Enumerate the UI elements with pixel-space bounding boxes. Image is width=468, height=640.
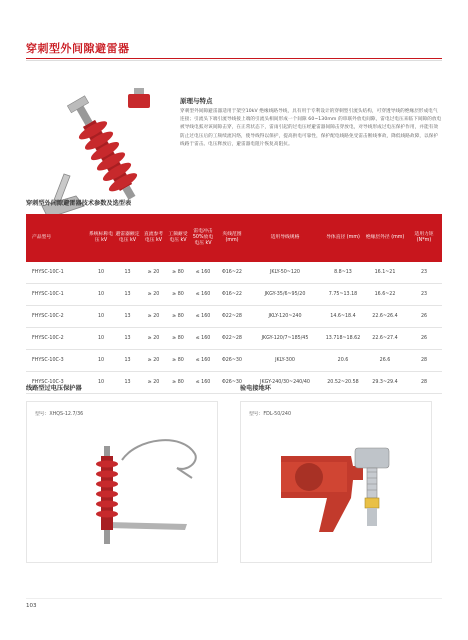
cell: 26 bbox=[406, 328, 442, 350]
cell: ≥ 80 bbox=[166, 350, 190, 372]
cell: 14.6~18.4 bbox=[322, 306, 364, 328]
header-insulation-diameter: 绝缘层外径 (mm) bbox=[364, 214, 406, 262]
cell: JKGY-120/7~185/45 bbox=[248, 328, 322, 350]
cell: ≥ 80 bbox=[166, 372, 190, 394]
grounding-ring-photo bbox=[241, 402, 431, 562]
cell: 10 bbox=[88, 372, 114, 394]
cell: Φ16~22 bbox=[216, 284, 248, 306]
cell: 23 bbox=[406, 262, 442, 284]
cell-model: FHYSC-10C-2 bbox=[26, 328, 88, 350]
cell: ≥ 80 bbox=[166, 284, 190, 306]
cell: 7.75~13.18 bbox=[322, 284, 364, 306]
header-model: 产品型号 bbox=[26, 214, 88, 262]
cell: Φ26~30 bbox=[216, 372, 248, 394]
cell: 10 bbox=[88, 328, 114, 350]
principle-heading: 原理与特点 bbox=[180, 97, 213, 105]
cell: 28 bbox=[406, 350, 442, 372]
page-number: 103 bbox=[26, 603, 37, 609]
header-dc-reference: 直流参考电压 kV bbox=[141, 214, 166, 262]
cell: 16.1~21 bbox=[364, 262, 406, 284]
header-system-voltage: 系统标称电压 kV bbox=[88, 214, 114, 262]
cell: 10 bbox=[88, 262, 114, 284]
cell: 13 bbox=[114, 372, 141, 394]
title-divider bbox=[26, 58, 442, 59]
cell: 10 bbox=[88, 306, 114, 328]
cell: 13 bbox=[114, 284, 141, 306]
cell: ≤ 160 bbox=[190, 306, 216, 328]
footer-divider bbox=[26, 598, 442, 599]
cell: 13 bbox=[114, 350, 141, 372]
product-title-grounding-ring: 验电接地环 bbox=[240, 385, 271, 392]
cell: 22.6~26.4 bbox=[364, 306, 406, 328]
cell: JKLY-50~120 bbox=[248, 262, 322, 284]
cell: ≤ 160 bbox=[190, 284, 216, 306]
cell: 28 bbox=[406, 372, 442, 394]
cell: 8.8~13 bbox=[322, 262, 364, 284]
product-title-protector: 线路型过电压保护器 bbox=[26, 385, 82, 392]
cell: JKLY-300 bbox=[248, 350, 322, 372]
protector-photo bbox=[27, 402, 217, 562]
cell: ≥ 80 bbox=[166, 262, 190, 284]
header-power-frequency: 工频耐受电压 kV bbox=[166, 214, 190, 262]
cell: ≥ 80 bbox=[166, 306, 190, 328]
cell: 13 bbox=[114, 328, 141, 350]
cell: 13.718~18.62 bbox=[322, 328, 364, 350]
table-heading: 穿刺型外间隙避雷器技术参数及选型表 bbox=[26, 200, 132, 207]
cell: 13 bbox=[114, 306, 141, 328]
table-row bbox=[26, 372, 442, 394]
table-row bbox=[26, 350, 442, 372]
cell: ≥ 20 bbox=[141, 284, 166, 306]
cell: JKGY-35/6~95/20 bbox=[248, 284, 322, 306]
header-torque: 适用力矩 (N*m) bbox=[406, 214, 442, 262]
table-row bbox=[26, 284, 442, 306]
cell: Φ22~28 bbox=[216, 328, 248, 350]
spec-table bbox=[26, 214, 442, 394]
cell: ≥ 20 bbox=[141, 306, 166, 328]
product-model-grounding-ring: 型号：FDL-50/240 bbox=[249, 412, 292, 417]
cell-model: FHYSC-10C-1 bbox=[26, 262, 88, 284]
header-conductor-spec: 适用导线规格 bbox=[248, 214, 322, 262]
cell: JKLY-120~240 bbox=[248, 306, 322, 328]
cell: ≥ 20 bbox=[141, 328, 166, 350]
table-row bbox=[26, 328, 442, 350]
cell-model: FHYSC-10C-3 bbox=[26, 372, 88, 394]
page-title: 穿刺型外间隙避雷器 bbox=[26, 42, 130, 55]
cell: Φ16~22 bbox=[216, 262, 248, 284]
cell: 20.52~20.58 bbox=[322, 372, 364, 394]
cell: Φ22~28 bbox=[216, 306, 248, 328]
cell: ≤ 160 bbox=[190, 328, 216, 350]
cell: ≥ 20 bbox=[141, 372, 166, 394]
cell: ≥ 80 bbox=[166, 328, 190, 350]
product-card-grounding-ring bbox=[240, 401, 432, 563]
cell: 22.6~27.4 bbox=[364, 328, 406, 350]
product-card-protector bbox=[26, 401, 218, 563]
cell: ≥ 20 bbox=[141, 350, 166, 372]
cell: 26 bbox=[406, 306, 442, 328]
cell: 13 bbox=[114, 262, 141, 284]
table-row bbox=[26, 262, 442, 284]
header-conductor-diameter: 导体直径 (mm) bbox=[322, 214, 364, 262]
cell-model: FHYSC-10C-1 bbox=[26, 284, 88, 306]
table-header-row bbox=[26, 214, 442, 262]
cell: 16.6~22 bbox=[364, 284, 406, 306]
cell: 10 bbox=[88, 284, 114, 306]
cell: ≤ 160 bbox=[190, 350, 216, 372]
cell: Φ26~30 bbox=[216, 350, 248, 372]
cell-model: FHYSC-10C-3 bbox=[26, 350, 88, 372]
cell-model: FHYSC-10C-2 bbox=[26, 306, 88, 328]
cell: JKGY-240/30~240/40 bbox=[248, 372, 322, 394]
product-model-protector: 型号：XHQS-12.7/36 bbox=[35, 412, 84, 417]
header-lightning-impulse: 雷电冲击50%放电电压 kV bbox=[190, 214, 216, 262]
cell: 26.6 bbox=[364, 350, 406, 372]
cell: 20.6 bbox=[322, 350, 364, 372]
cell: ≥ 20 bbox=[141, 262, 166, 284]
title-divider-shadow bbox=[26, 60, 442, 61]
cell: ≤ 160 bbox=[190, 372, 216, 394]
cell: 29.3~29.4 bbox=[364, 372, 406, 394]
cell: 10 bbox=[88, 350, 114, 372]
cell: 23 bbox=[406, 284, 442, 306]
header-clamp-range: 夹线范围 (mm) bbox=[216, 214, 248, 262]
cell: ≤ 160 bbox=[190, 262, 216, 284]
principle-description: 穿刺型外间隙避雷器适用于架空10kV 绝缘线路导线，具有用于专利设计的穿刺型引流头结构，可穿透导线的绝缘层形成电气连接；引流头下端引流导线接上端的引流头相间形成一个间隙 60~130mm 的串联外放电间隙，雷电过电压来临下间隙的放电被导线电弧对该间隙击穿，在正常状态下，雷雨引起的过电压经避雷器间隙击穿放电，对导线形成过电压保护作用，并能有效防止过电压后的工频续流闪络，使导线得以保护，提高供电可靠性，保护配电线路免受雷击断线事故，降低线路故障，以保护线路于雷击。电压释放后，避雷器电阻片恢复高阻抗。 bbox=[180, 109, 442, 147]
table-row bbox=[26, 306, 442, 328]
header-rated-voltage: 避雷器额定电压 kV bbox=[114, 214, 141, 262]
